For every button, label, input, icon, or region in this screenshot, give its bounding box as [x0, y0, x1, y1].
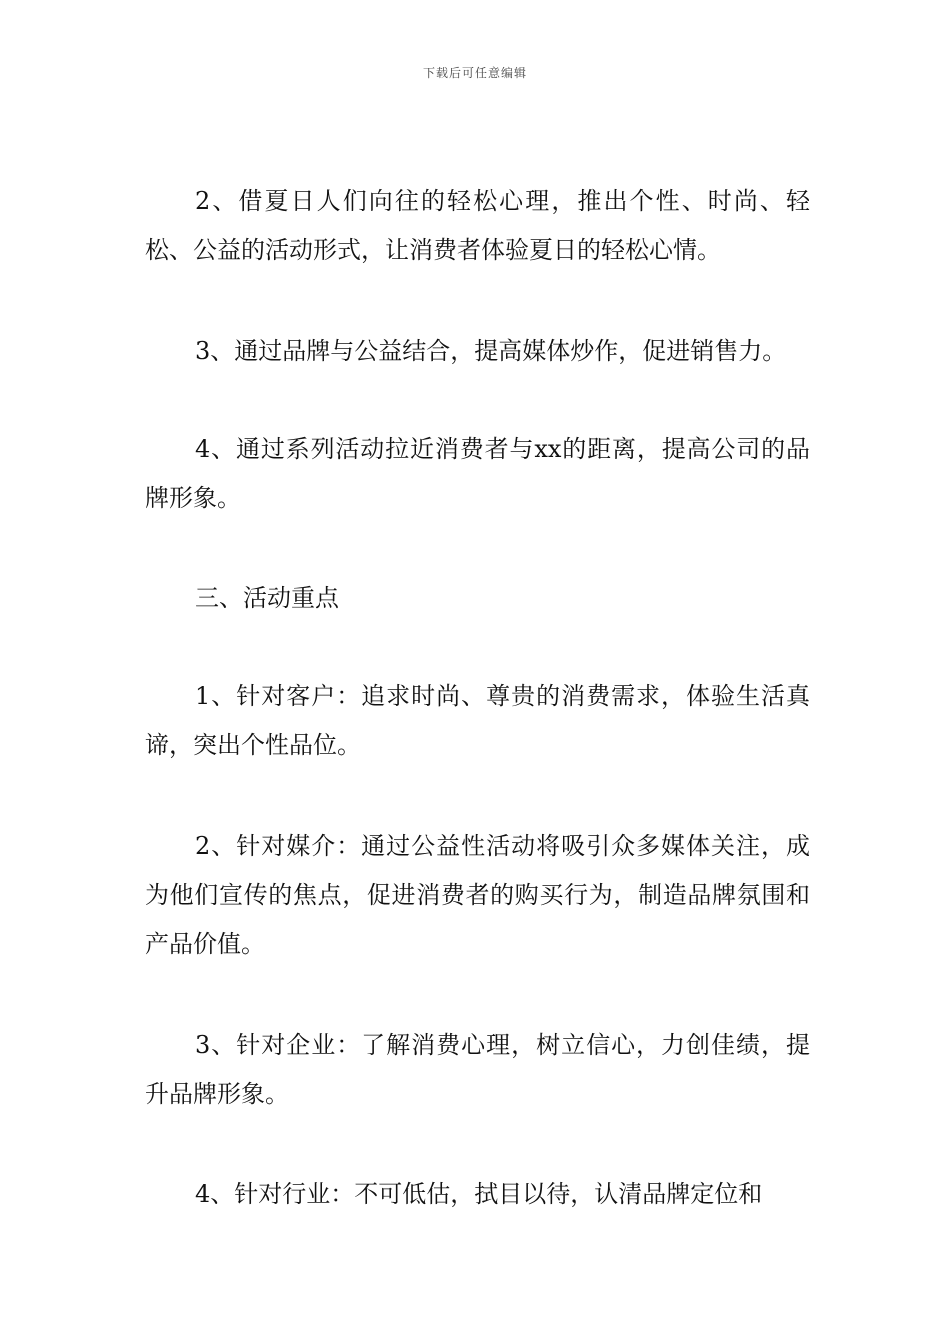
page-header: 下载后可任意编辑 — [422, 66, 527, 80]
paragraph-focus-customers: 1、针对客户：追求时尚、尊贵的消费需求，体验生活真谛，突出个性品位。 — [145, 682, 810, 759]
paragraph-focus-enterprise: 3、针对企业：了解消费心理，树立信心，力创佳绩，提升品牌形象。 — [145, 1031, 810, 1108]
paragraph-focus-industry: 4、针对行业：不可低估，拭目以待，认清品牌定位和 — [195, 1180, 763, 1208]
paragraph-objective-2: 2、借夏日人们向往的轻松心理，推出个性、时尚、轻松、公益的活动形式，让消费者体验夏日的轻松心情。 — [145, 187, 810, 264]
paragraph-objective-4: 4、通过系列活动拉近消费者与xx的距离，提高公司的品牌形象。 — [145, 435, 810, 512]
paragraph-focus-media: 2、针对媒介：通过公益性活动将吸引众多媒体关注，成为他们宣传的焦点，促进消费者的购买行为，制造品牌氛围和产品价值。 — [145, 832, 810, 958]
section-heading-activity-focus: 三、活动重点 — [195, 584, 339, 612]
paragraph-objective-3: 3、通过品牌与公益结合，提高媒体炒作，促进销售力。 — [195, 337, 787, 365]
